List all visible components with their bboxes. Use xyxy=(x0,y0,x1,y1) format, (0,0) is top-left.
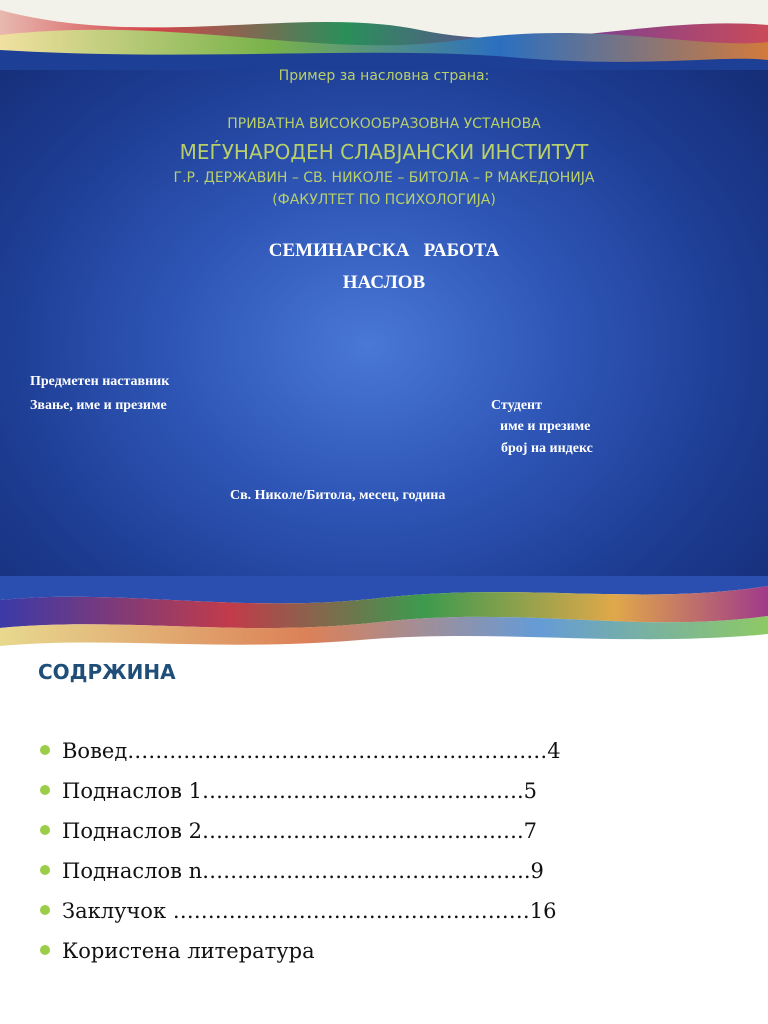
contents-title: СОДРЖИНА xyxy=(38,660,176,684)
contents-slide xyxy=(0,576,768,1024)
institution-type: ПРИВАТНА ВИСОКООБРАЗОВНА УСТАНОВА xyxy=(227,116,541,132)
student-index: број на индекс xyxy=(501,441,593,456)
institution-location: Г.Р. ДЕРЖАВИН – СВ. НИКОЛЕ – БИТОЛА – Р МАКЕДОНИЈА xyxy=(173,170,595,186)
decorative-waves-bottom xyxy=(0,576,768,654)
list-item-text: Поднаслов 1……………………………………….5 xyxy=(62,779,538,803)
list-item-text: Поднаслов n………………………………………..9 xyxy=(62,859,544,883)
student-name: име и презиме xyxy=(500,419,591,434)
example-label: Пример за насловна страна: xyxy=(278,68,490,84)
bullet-icon xyxy=(40,865,50,875)
list-item-text: Вовед……………………………………………………4 xyxy=(62,739,561,763)
institution-name: МЕЃУНАРОДЕН СЛАВЈАНСКИ ИНСТИТУТ xyxy=(179,140,589,164)
mentor-label: Предметен наставник xyxy=(30,374,170,389)
list-item xyxy=(40,811,561,851)
list-item-text: Поднаслов 2……………………………………….7 xyxy=(62,819,538,843)
bullet-icon xyxy=(40,785,50,795)
list-item xyxy=(40,731,561,771)
mentor-value: Звање, име и презиме xyxy=(30,398,167,413)
work-type: СЕМИНАРСКА РАБОТА xyxy=(268,240,500,261)
work-title: НАСЛОВ xyxy=(342,272,426,293)
list-item xyxy=(40,891,561,931)
list-item xyxy=(40,931,561,971)
bullet-icon xyxy=(40,745,50,755)
list-item-text: Користена литература xyxy=(62,939,315,963)
student-label: Студент xyxy=(491,398,542,413)
list-item-text: Заклучок ……………………………………………16 xyxy=(62,899,557,923)
list-item xyxy=(40,851,561,891)
bullet-icon xyxy=(40,945,50,955)
decorative-waves-top xyxy=(0,0,768,70)
contents-list xyxy=(40,731,561,971)
place-date: Св. Николе/Битола, месец, година xyxy=(230,488,446,503)
bullet-icon xyxy=(40,905,50,915)
bullet-icon xyxy=(40,825,50,835)
list-item xyxy=(40,771,561,811)
faculty: (ФАКУЛТЕТ ПО ПСИХОЛОГИЈА) xyxy=(272,192,496,208)
